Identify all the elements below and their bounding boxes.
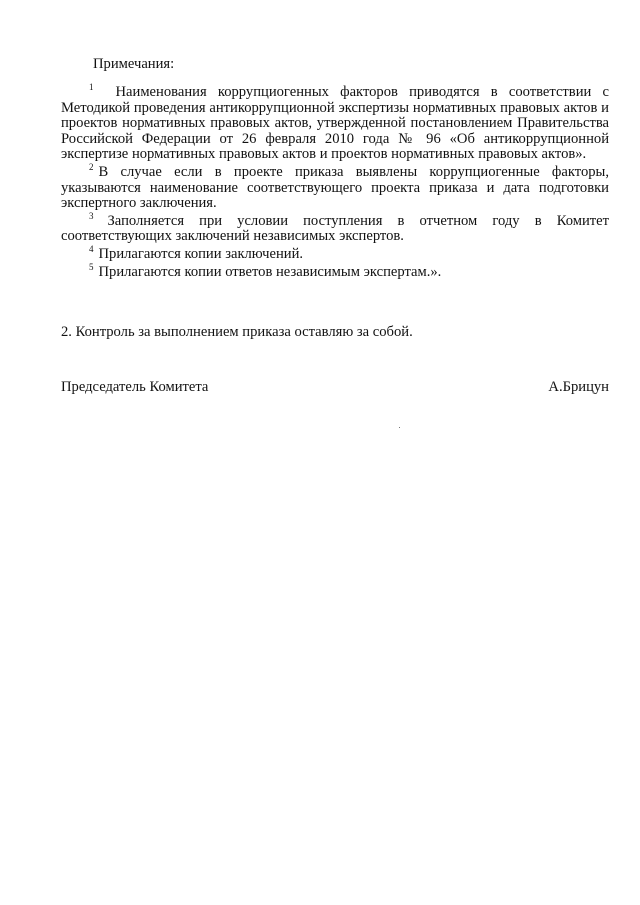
note-text-2: В случае если в проекте приказа выявлены коррупциогенные факторы, указываются наименование соответствующего проекта приказа и дата подготовки экспертного заключения. (61, 163, 609, 212)
signatory-position: Председатель Комитета (61, 379, 209, 395)
note-text-1: Наименования коррупциогенных факторов приводятся в соответствии с Методикой проведения антикоррупционной экспертизы нормативных правовых актов и проектов нормативных правовых актов, утвержденной постановлением Правительства Российской Федерации от 26 февраля 2010 года № 96 «Об антикоррупционной экспертизе нормативных правовых актов и проектов нормативных правовых актов». (61, 84, 609, 163)
notes-list (61, 82, 609, 282)
signature-block (61, 380, 609, 396)
note-1 (61, 82, 609, 163)
note-3 (61, 210, 609, 245)
note-marker-4: 4 (89, 243, 94, 254)
note-text-5: Прилагаются копии ответов независимым экспертам.». (98, 263, 442, 280)
scan-speck (399, 427, 400, 428)
note-4 (61, 243, 609, 263)
control-clause: 2. Контроль за выполнением приказа оставляю за собой. (61, 324, 413, 340)
note-marker-2: 2 (89, 161, 94, 172)
note-marker-5: 5 (89, 261, 94, 272)
note-marker-1: 1 (89, 82, 94, 92)
note-5 (61, 261, 609, 281)
note-text-4: Прилагаются копии заключений. (98, 245, 304, 262)
note-2 (61, 161, 609, 212)
note-text-3: Заполняется при условии поступления в отчетном году в Комитет соответствующих заключений независимых экспертов. (61, 212, 609, 245)
signatory-name: А.Брицун (548, 379, 609, 395)
note-marker-3: 3 (89, 210, 94, 221)
notes-title: Примечания: (93, 56, 175, 72)
